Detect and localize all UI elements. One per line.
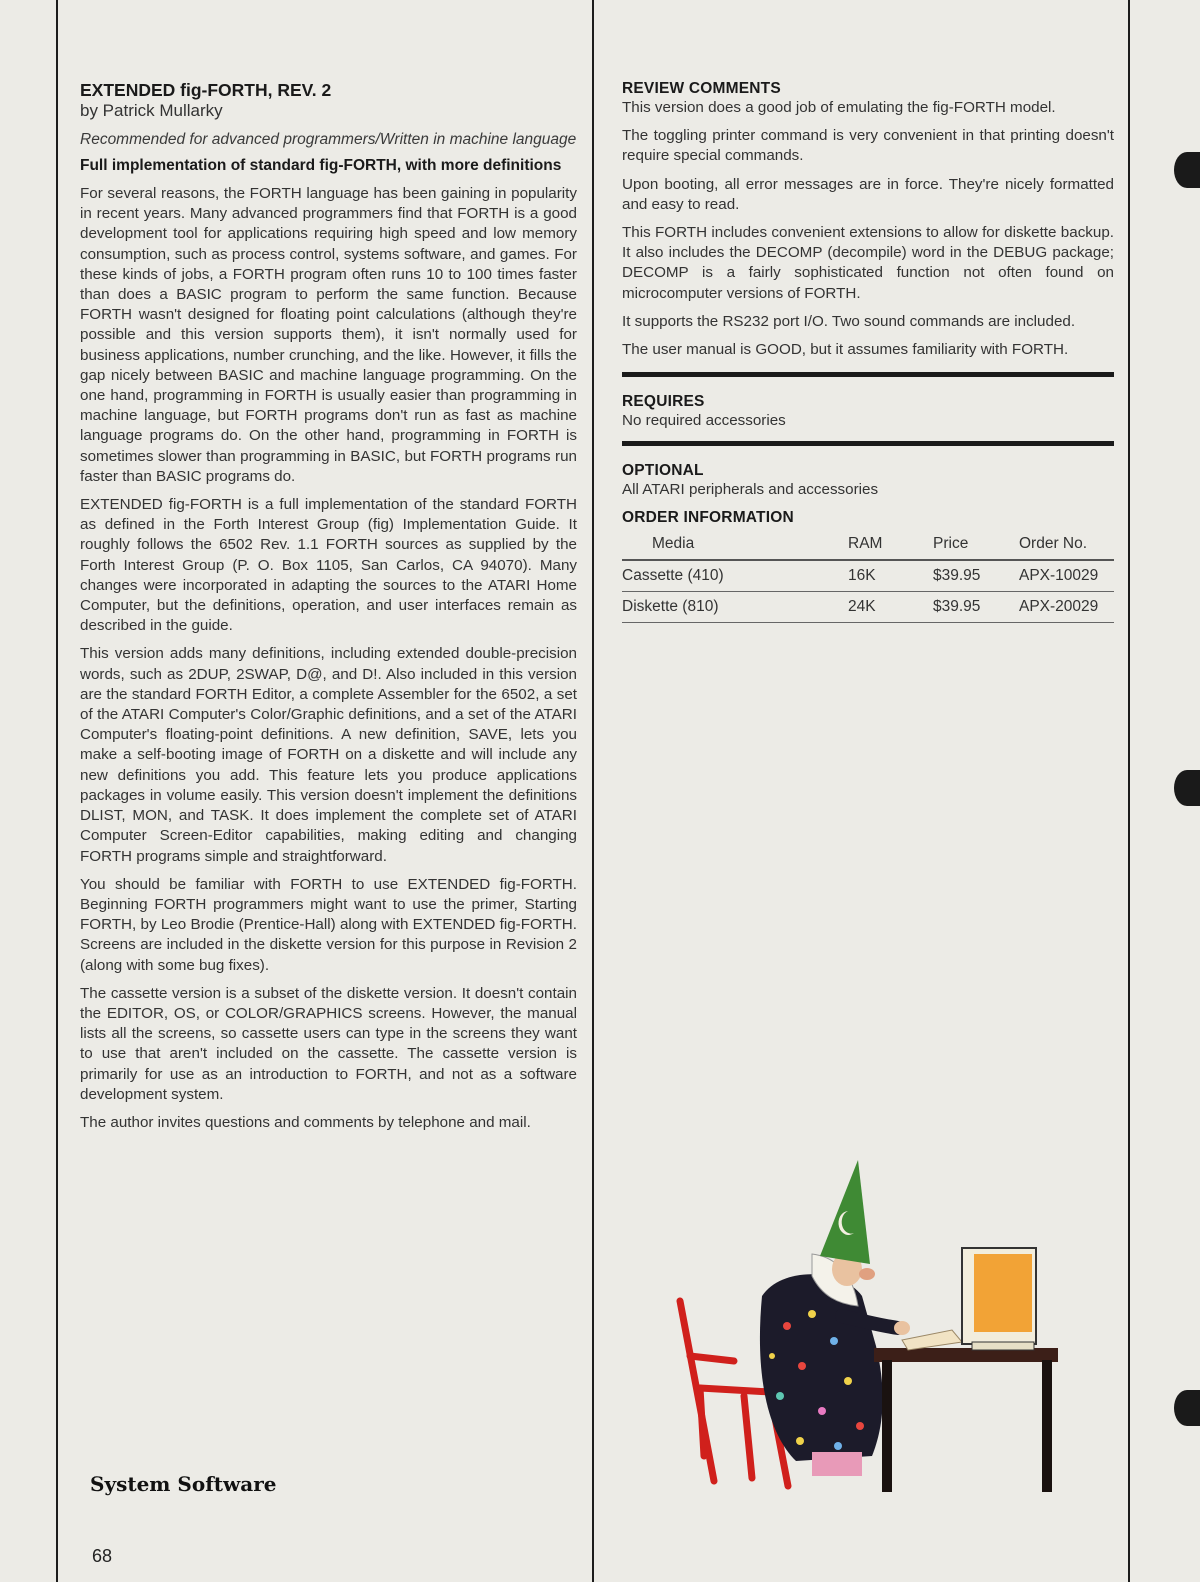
section-label: System Software	[90, 1472, 277, 1496]
body-paragraph: You should be familiar with FORTH to use EXTENDED fig-FORTH. Beginning FORTH programmers might want to use the primer, Starting FORTH, by Leo Brodie (Prentice-Hall) along with EXTENDED fig-FORTH. Screens are included in the diskette version for this purpose in Revision 2 (along with some bug fixes).	[80, 875, 577, 974]
review-paragraph: The toggling printer command is very convenient in that printing doesn't require special commands.	[622, 127, 1114, 165]
order-table	[622, 527, 1114, 623]
article-subtitle: Full implementation of standard fig-FORTH, with more definitions	[80, 157, 562, 174]
binder-hole	[1174, 1390, 1200, 1426]
review-paragraph: This version does a good job of emulating the fig-FORTH model.	[622, 99, 1056, 116]
order-table-header	[622, 527, 1114, 560]
table-cell: $39.95	[933, 560, 1019, 592]
review-paragraph: Upon booting, all error messages are in force. They're nicely formatted and easy to read.	[622, 175, 1114, 213]
monitor-screen-shape	[974, 1254, 1032, 1332]
desk-leg-shape	[882, 1360, 892, 1492]
section-divider	[622, 372, 1114, 377]
body-paragraph: For several reasons, the FORTH language has been gaining in popularity in recent years. Many advanced programmers find that FORTH is a good development tool for applications requiring high speed and low memory consumption, such as process control, systems software, and games. For these kinds of jobs, a FORTH program often runs 10 to 100 times faster than does a BASIC program to perform the same function. Because FORTH wasn't designed for floating point calculations (although they're possible and this version supports them), it isn't normally used for business applications, number crunching, and the like. However, it fills the gap nicely between BASIC and machine language programming. On the one hand, programming in FORTH is usually easier than programming in machine language, but FORTH programs don't run as fast as machine language programs do. On the other hand, programming in FORTH is sometimes slower than programming in BASIC, but FORTH programs run faster than BASIC programs do.	[80, 185, 577, 485]
right-margin-rule	[1128, 0, 1130, 1582]
table-row	[622, 560, 1114, 592]
page-number: 68	[92, 1546, 113, 1566]
article-byline: by Patrick Mullarky	[80, 101, 223, 120]
table-cell: $39.95	[933, 591, 1019, 622]
column-header: Price	[933, 527, 1019, 560]
keyboard-shape	[902, 1330, 962, 1350]
nose-shape	[859, 1268, 875, 1280]
body-paragraph: EXTENDED fig-FORTH is a full implementation of the standard FORTH as defined in the Forth Interest Group (fig) Implementation Guide. It roughly follows the 6502 Rev. 1.1 FORTH sources as supplied by the Forth Interest Group (P. O. Box 1105, San Carlos, CA 94070). Many changes were incorporated in adapting the sources to the ATARI Home Computer, but the definitions, operation, and user interfaces remain as described in the guide.	[80, 496, 577, 635]
binder-hole	[1174, 152, 1200, 188]
desk-leg-shape	[1042, 1360, 1052, 1492]
requires-heading: REQUIRES	[622, 393, 705, 411]
column-header: RAM	[848, 527, 933, 560]
details-column	[622, 80, 1114, 623]
body-paragraph: The author invites questions and comments by telephone and mail.	[80, 1113, 531, 1131]
table-cell: 16K	[848, 560, 933, 592]
recommendation: Recommended for advanced programmers/Written in machine language	[80, 131, 577, 148]
table-cell: APX-20029	[1019, 591, 1114, 622]
binder-hole	[1174, 770, 1200, 806]
section-divider	[622, 441, 1114, 446]
optional-text: All ATARI peripherals and accessories	[622, 481, 879, 499]
column-header: Media	[622, 527, 848, 560]
hand-shape	[894, 1321, 910, 1335]
optional-heading: OPTIONAL	[622, 462, 704, 480]
review-paragraph: This FORTH includes convenient extensions to allow for diskette backup. It also includes the DECOMP (decompile) word in the DEBUG package; DECOMP is a fairly sophisticated function not often found on microcomputer versions of FORTH.	[622, 224, 1114, 302]
order-heading: ORDER INFORMATION	[622, 508, 794, 526]
column-header: Order No.	[1019, 527, 1114, 560]
requires-text: No required accessories	[622, 412, 786, 430]
monitor-base-shape	[972, 1342, 1034, 1350]
article-title: EXTENDED fig-FORTH, REV. 2	[80, 80, 332, 100]
robe-shape	[760, 1274, 883, 1461]
wizard-illustration	[662, 1156, 1062, 1496]
review-heading: REVIEW COMMENTS	[622, 80, 781, 97]
table-cell: Cassette (410)	[622, 560, 848, 592]
review-paragraph: The user manual is GOOD, but it assumes familiarity with FORTH.	[622, 341, 1069, 359]
article-column	[80, 80, 577, 1141]
table-cell: 24K	[848, 591, 933, 622]
table-cell: APX-10029	[1019, 560, 1114, 592]
leg-shape	[812, 1452, 862, 1476]
left-margin-rule	[56, 0, 58, 1582]
table-cell: Diskette (810)	[622, 591, 848, 622]
column-divider-rule	[592, 0, 594, 1582]
review-paragraph: It supports the RS232 port I/O. Two sound commands are included.	[622, 312, 1076, 330]
body-paragraph: The cassette version is a subset of the diskette version. It doesn't contain the EDITOR, OS, or COLOR/GRAPHICS screens. However, the manual lists all the screens, so cassette users can type in the screens they want to use that aren't included on the cassette. The cassette version is primarily for use as an introduction to FORTH, and not as a software development system.	[80, 984, 577, 1103]
body-paragraph: This version adds many definitions, including extended double-precision words, such as 2DUP, 2SWAP, D@, and D!. Also included in this version are the standard FORTH Editor, a complete Assembler for the 6502, a set of the ATARI Computer's Color/Graphic definitions, and a set of the ATARI Computer's floating-point definitions. A new definition, SAVE, lets you make a self-booting image of FORTH on a diskette and will include any new definitions you add. This feature lets you produce applications packages in volume easily. This version doesn't implement the definitions DLIST, MON, and TASK. It does implement the complete set of ATARI Computer Screen-Editor capabilities, making editing and changing FORTH programs simple and straightforward.	[80, 645, 577, 865]
table-row	[622, 591, 1114, 622]
